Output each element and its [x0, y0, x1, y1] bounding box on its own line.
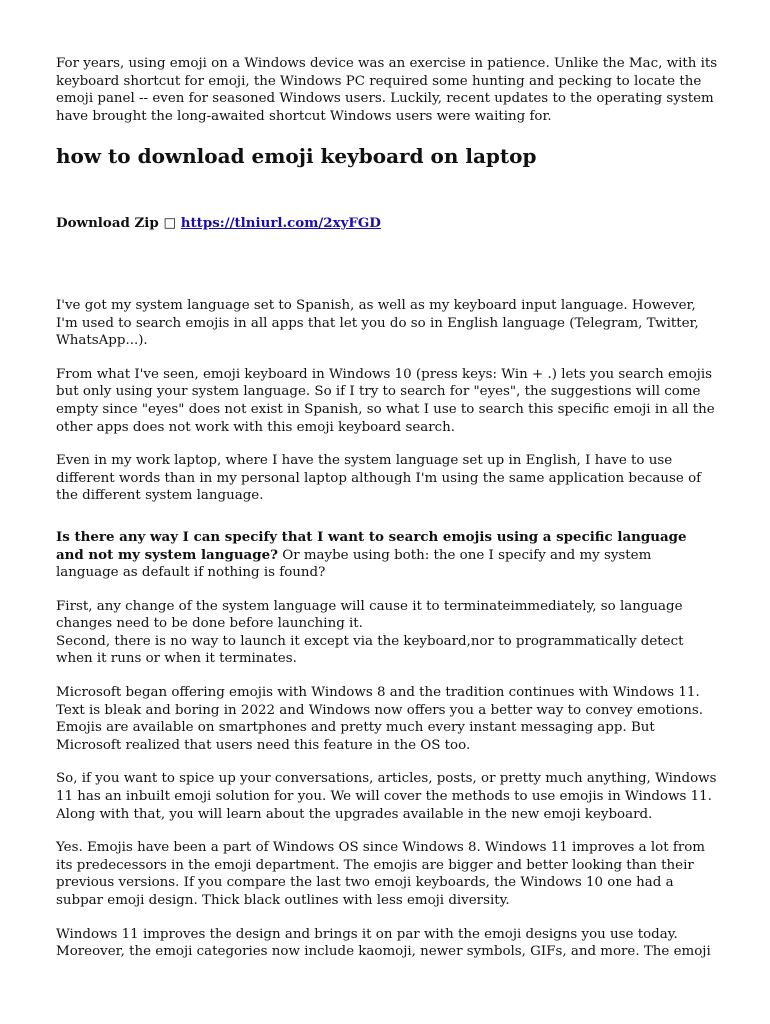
intro-paragraph: For years, using emoji on a Windows device was an exercise in patience. Unlike the Mac, with its keyboard shortcut for emoji, the Windows PC required some hunting and pecking to locate the emoji panel -- even for seasoned Windows users. Luckily, recent updates to the operating system have brought the long-awaited shortcut Windows users were waiting for. [56, 56, 718, 124]
question-bold: Is there any way I can specify that I want to search emojis using a specific language and not my system language? [56, 528, 687, 563]
answer-line-1: First, any change of the system language will cause it to terminateimmediately, so language changes need to be done before launching it. [56, 598, 683, 632]
paragraph-2: From what I've seen, emoji keyboard in Windows 10 (press keys: Win + .) lets you search emojis but only using your system language. So if I try to search for "eyes", the suggestions will come empty since "eyes" does not exist in Spanish, so what I use to search this specific emoji in all the other apps does not work with this emoji keyboard search. [56, 366, 715, 435]
download-line [56, 215, 718, 233]
download-label: Download Zip [56, 215, 159, 232]
paragraph-6: Yes. Emojis have been a part of Windows OS since Windows 8. Windows 11 improves a lot from its predecessors in the emoji department. The emojis are bigger and better looking than their previous versions. If you compare the last two emoji keyboards, the Windows 10 one had a subpar emoji design. Thick black outlines with less emoji diversity. [56, 840, 705, 908]
paragraph-5: So, if you want to spice up your conversations, articles, posts, or pretty much anything, Windows 11 has an inbuilt emoji solution for you. We will cover the methods to use emojis in Windows 11. Along with that, you will learn about the upgrades available in the new emoji keyboard. [56, 771, 717, 822]
box-glyph-icon: □ [163, 215, 177, 232]
paragraph-1: I've got my system language set to Spanish, as well as my keyboard input language. However, I'm used to search emojis in all apps that let you do so in English language (Telegram, Twitter, WhatsApp...). [56, 297, 699, 349]
answer-line-2: Second, there is no way to launch it except via the keyboard,nor to programmatically detect when it runs or when it terminates. [56, 633, 684, 667]
paragraph-4: Microsoft began offering emojis with Windows 8 and the tradition continues with Windows 11. Text is bleak and boring in 2022 and Windows now offers you a better way to convey emotions. Emojis are available on smartphones and pretty much every instant messaging app. But Microsoft realized that users need this feature in the OS too. [56, 685, 703, 753]
document-body [56, 55, 718, 977]
page-title: how to download emoji keyboard on laptop [56, 144, 537, 169]
paragraph-7: Windows 11 improves the design and brings it on par with the emoji designs you use today. Moreover, the emoji categories now include kaomoji, newer symbols, GIFs, and more. The emoji [56, 926, 711, 960]
download-link[interactable]: https://tlniurl.com/2xyFGD [180, 215, 381, 232]
question-rest: Or maybe using both: the one I specify and my system language as default if nothing is found? [56, 547, 652, 581]
answer-paragraph [56, 598, 718, 668]
paragraph-3: Even in my work laptop, where I have the system language set up in English, I have to use different words than in my personal laptop although I'm using the same application because of the different system language. [56, 453, 702, 504]
question-paragraph [56, 529, 718, 582]
